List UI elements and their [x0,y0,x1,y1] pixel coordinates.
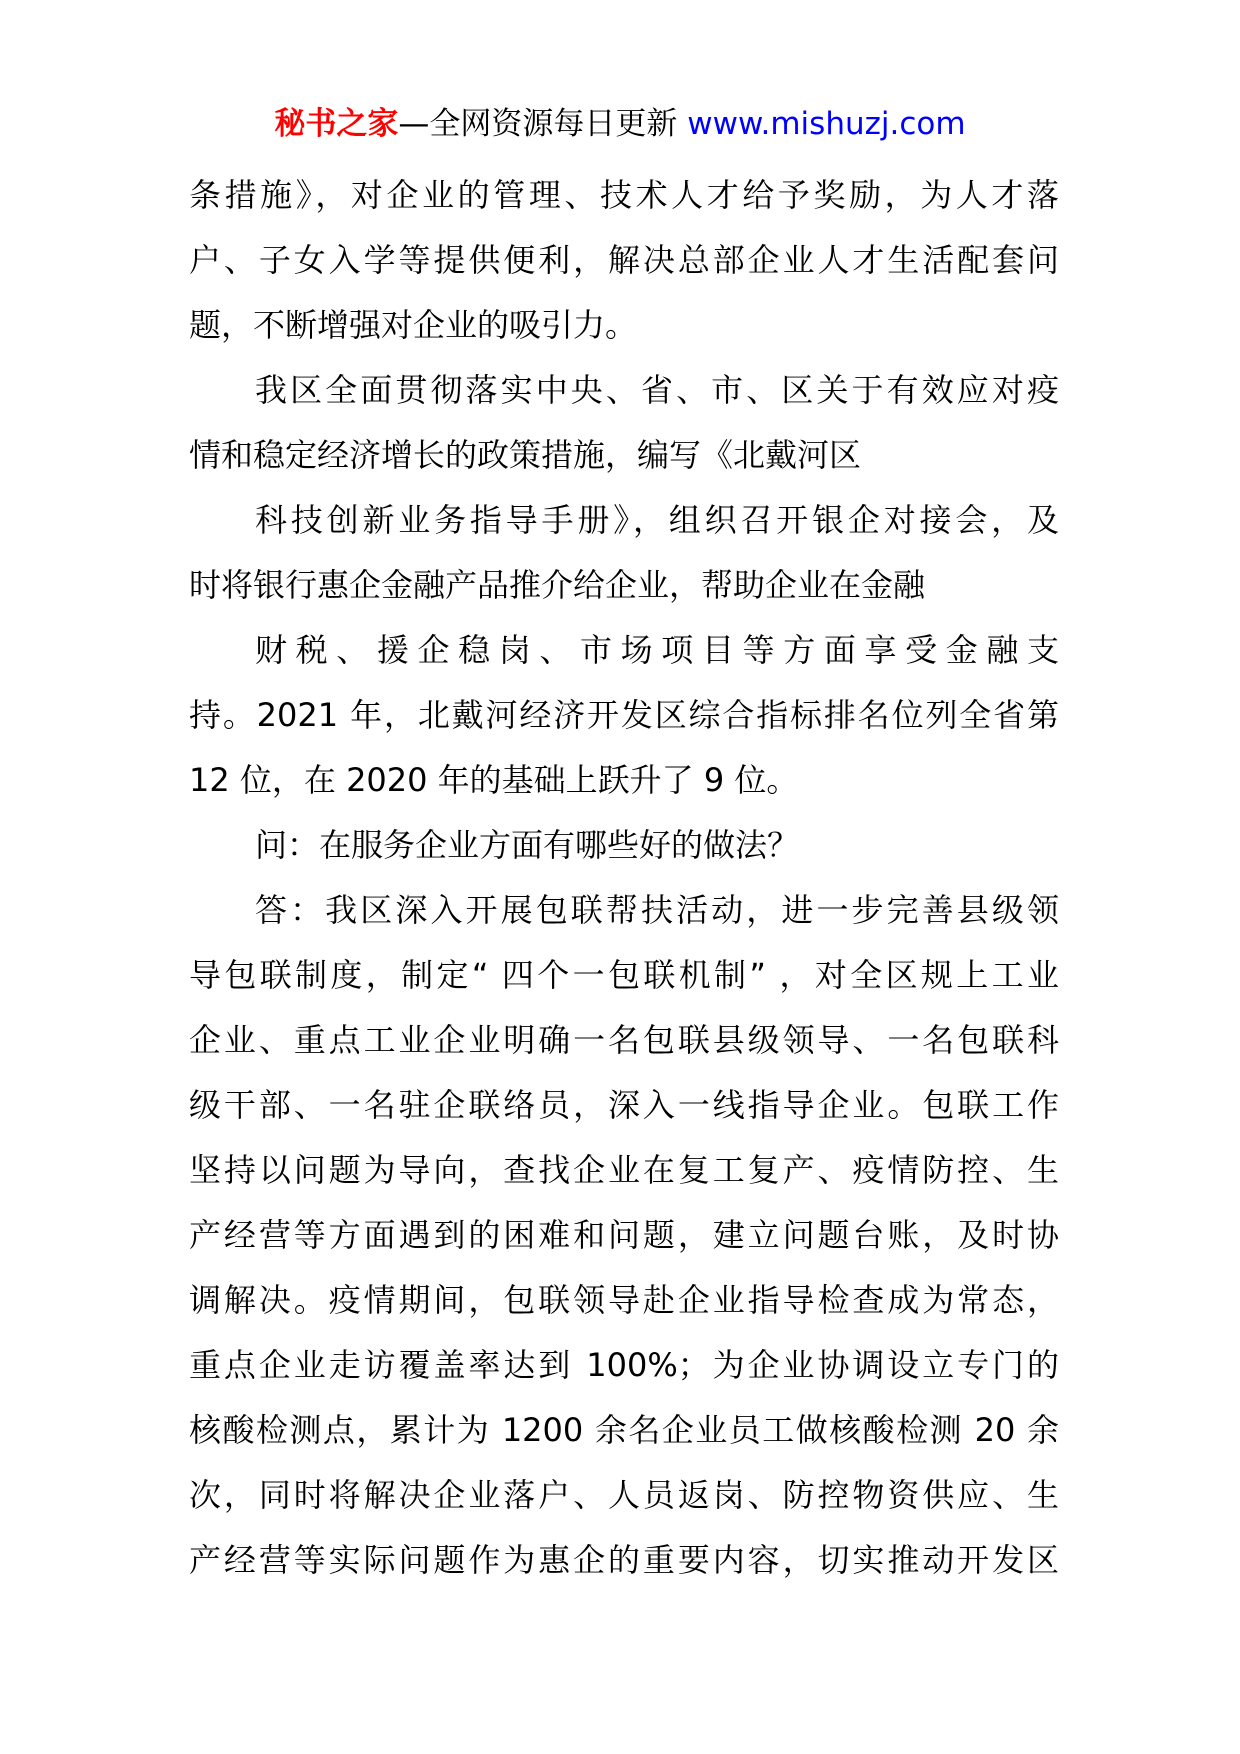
text-line: 调解决。疫情期间，包联领导赴企业指导检查成为常态， [189,1281,1059,1319]
text-line: 坚持以问题为导向，查找企业在复工复产、疫情防控、生 [189,1151,1059,1189]
text-line: 产经营等实际问题作为惠企的重要内容，切实推动开发区 [189,1541,1059,1579]
text-line: 企业、重点工业企业明确一名包联县级领导、一名包联科 [189,1021,1059,1059]
site-header [0,100,1240,148]
text-line: 问：在服务企业方面有哪些好的做法？ [255,826,800,864]
text-line: 核酸检测点，累计为 1200 余名企业员工做核酸检测 20 余 [189,1411,1059,1449]
text-line: 导包联制度，制定“ 四个一包联机制” ，对全区规上工业 [189,956,1059,994]
document-body [189,163,1059,1593]
text-line: 题，不断增强对企业的吸引力。 [189,306,638,344]
text-line: 财税、援企稳岗、市场项目等方面享受金融支 [255,631,1059,669]
site-brand: 秘书之家 [274,106,399,142]
text-line: 12 位，在 2020 年的基础上跃升了 9 位。 [189,761,799,799]
site-url-link[interactable]: www.mishuzj.com [687,106,966,142]
text-line: 次，同时将解决企业落户、人员返岗、防控物资供应、生 [189,1476,1059,1514]
site-slogan: —全网资源每日更新 [398,106,688,142]
text-line: 产经营等方面遇到的困难和问题，建立问题台账，及时协 [189,1216,1059,1254]
text-line: 级干部、一名驻企联络员，深入一线指导企业。包联工作 [189,1086,1059,1124]
text-line: 持。2021 年，北戴河经济开发区综合指标排名位列全省第 [189,696,1059,734]
text-line: 户、子女入学等提供便利，解决总部企业人才生活配套问 [189,241,1059,279]
text-line: 重点企业走访覆盖率达到 100%；为企业协调设立专门的 [189,1346,1059,1384]
text-line: 我区全面贯彻落实中央、省、市、区关于有效应对疫 [255,371,1059,409]
text-line: 答：我区深入开展包联帮扶活动，进一步完善县级领 [255,891,1059,929]
text-line: 科技创新业务指导手册》，组织召开银企对接会，及 [255,501,1059,539]
text-line: 情和稳定经济增长的政策措施，编写《北戴河区 [189,436,862,474]
text-line: 条措施》，对企业的管理、技术人才给予奖励，为人才落 [189,176,1059,214]
text-line: 时将银行惠企金融产品推介给企业，帮助企业在金融 [189,566,926,604]
